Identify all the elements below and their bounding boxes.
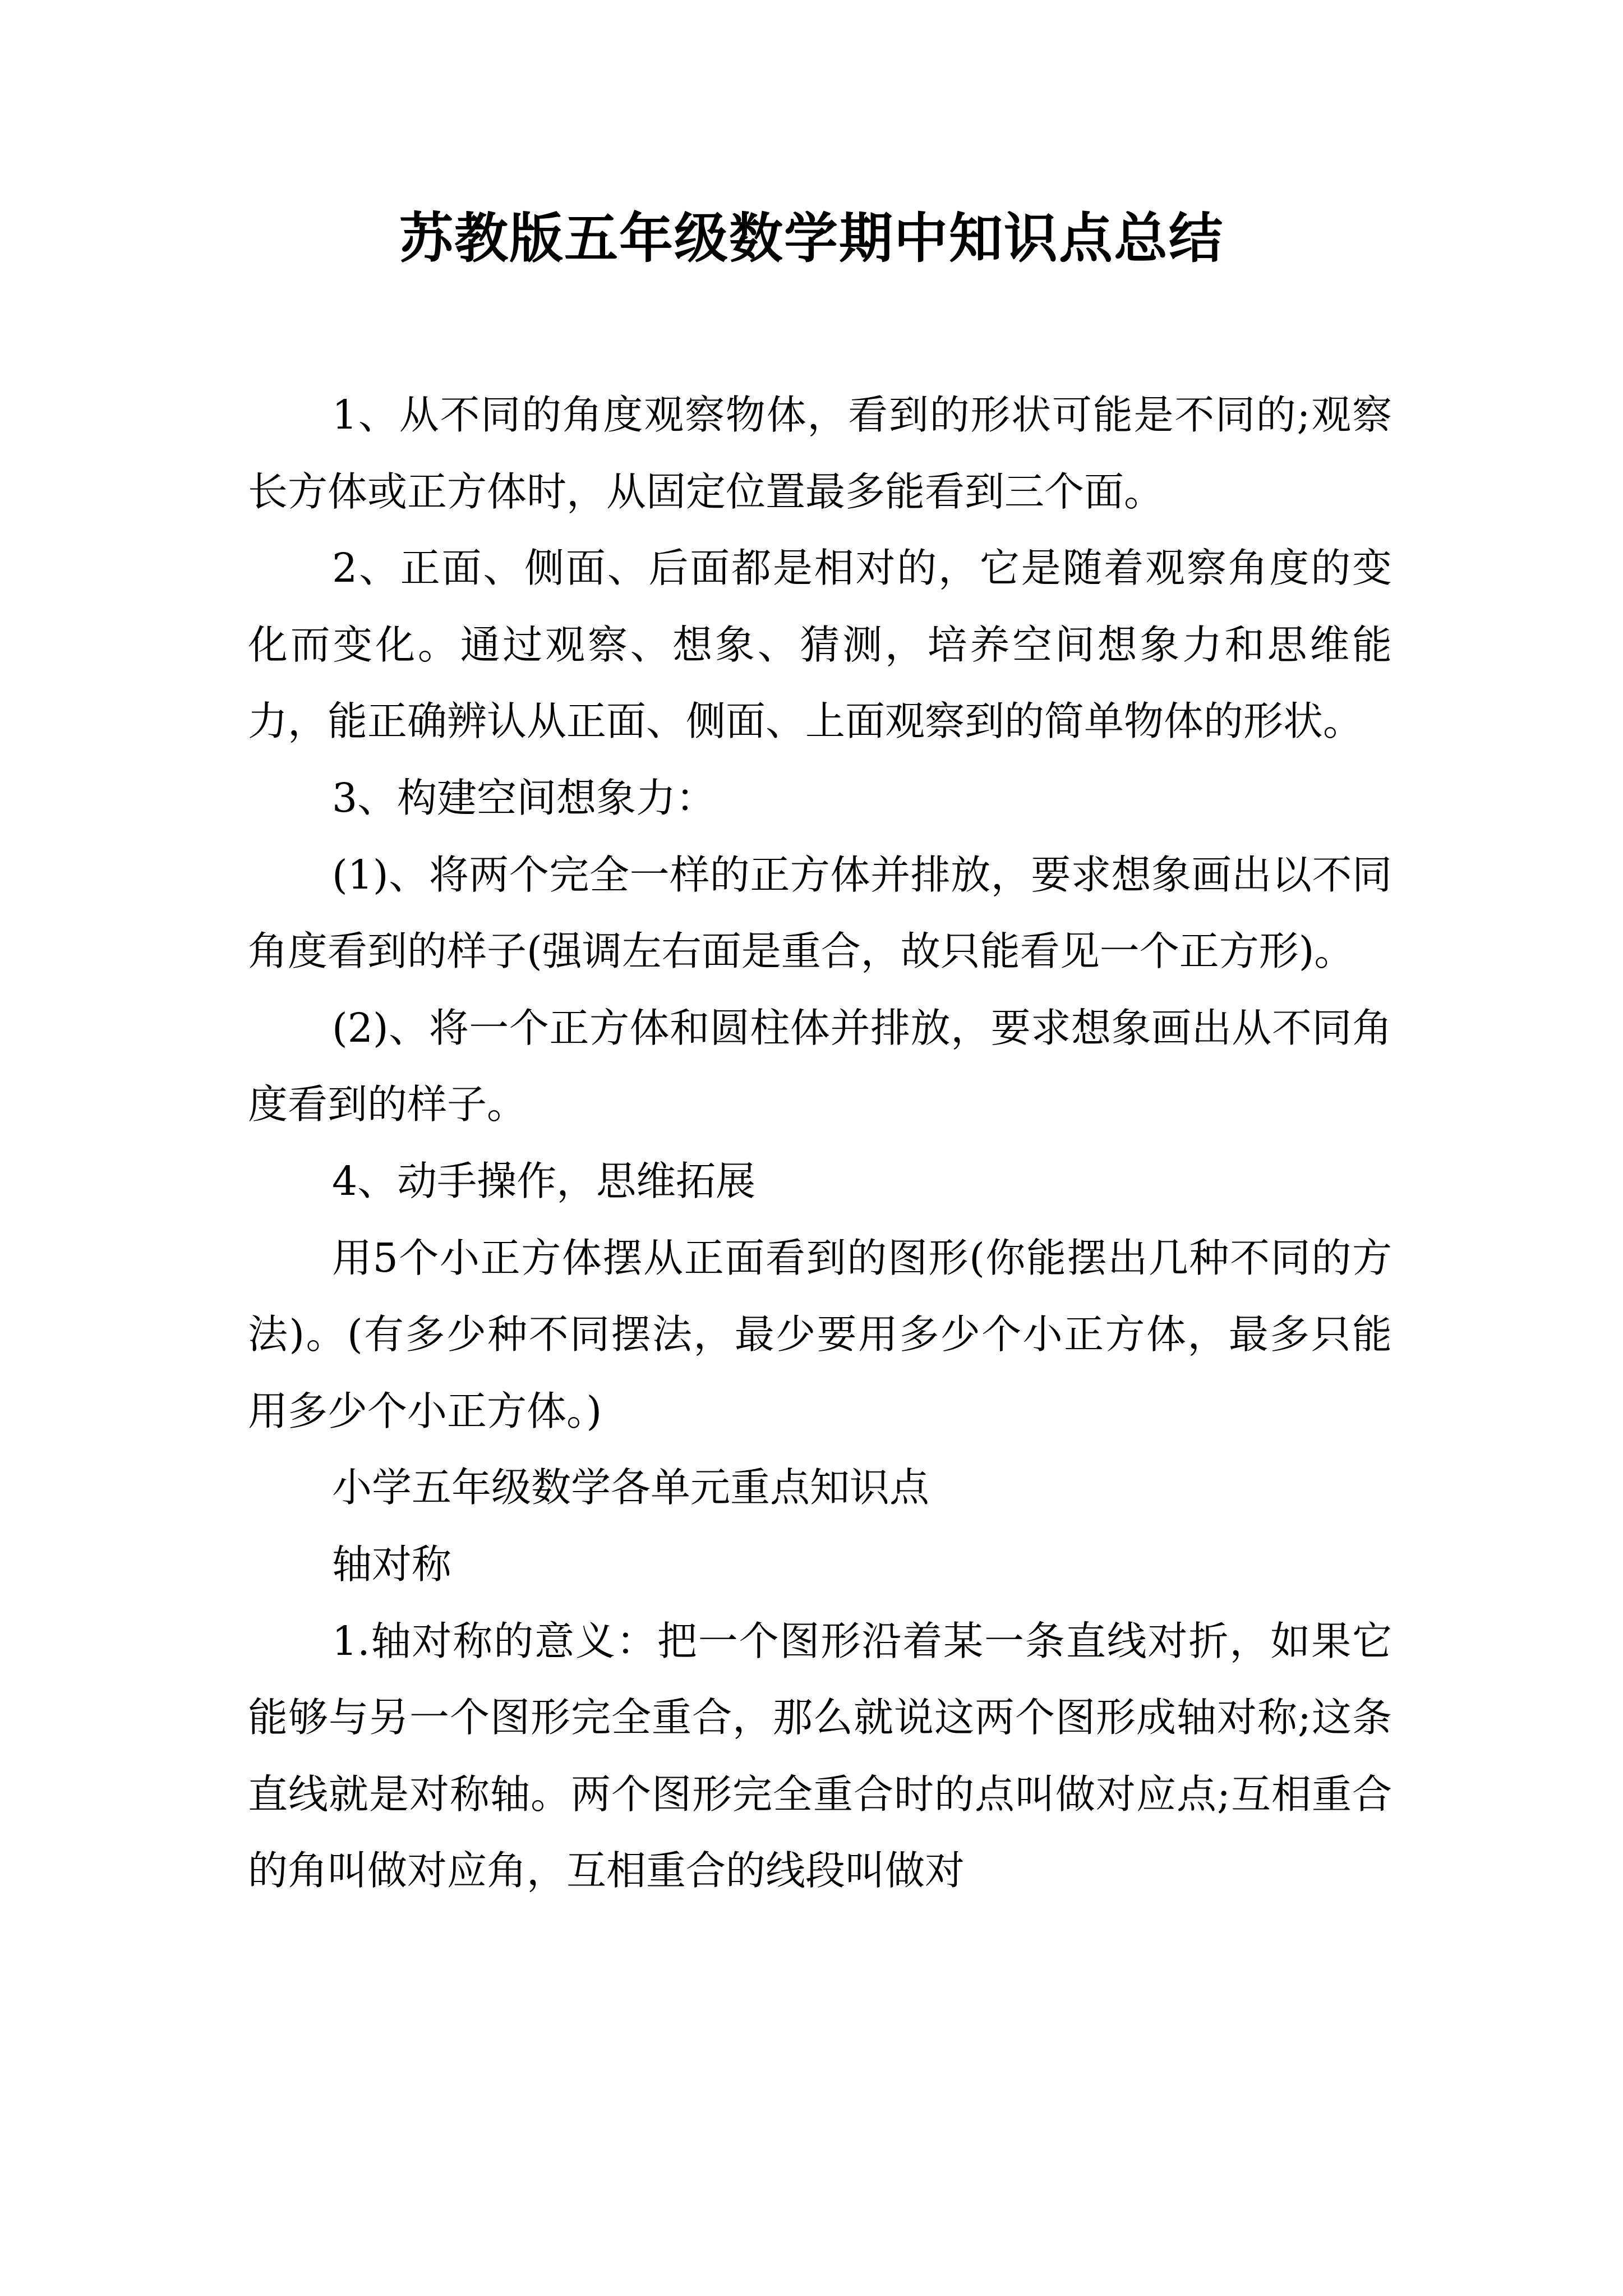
paragraph-7: 用5个小正方体摆从正面看到的图形(你能摆出几种不同的方法)。(有多少种不同摆法，最少要用多少个小正方体，最多只能用多少个小正方体。) (248, 1234, 1392, 1434)
paragraph-2: 2、正面、侧面、后面都是相对的，它是随着观察角度的变化而变化。通过观察、想象、猜测，培养空间想象力和思维能力，能正确辨认从正面、侧面、上面观察到的简单物体的形状。 (248, 545, 1392, 745)
paragraph-3: 3、构建空间想象力： (332, 774, 716, 821)
paragraph-6: 4、动手操作，思维拓展 (332, 1157, 756, 1204)
paragraph-5: (2)、将一个正方体和圆柱体并排放，要求想象画出从不同角度看到的样子。 (248, 1004, 1392, 1128)
paragraph-1: 1、从不同的角度观察物体，看到的形状可能是不同的;观察长方体或正方体时，从固定位置最多能看到三个面。 (248, 392, 1392, 515)
document-title: 苏教版五年级数学期中知识点总结 (399, 207, 1224, 270)
document-body (248, 377, 1392, 1910)
paragraph-4: (1)、将两个完全一样的正方体并排放，要求想象画出以不同角度看到的样子(强调左右面是重合，故只能看见一个正方形)。 (248, 851, 1392, 975)
subsection-heading: 轴对称 (332, 1540, 452, 1588)
paragraph-8: 1.轴对称的意义：把一个图形沿着某一条直线对折，如果它能够与另一个图形完全重合，那么就说这两个图形成轴对称;这条直线就是对称轴。两个图形完全重合时的点叫做对应点;互相重合的角叫做对应角，互相重合的线段叫做对 (248, 1617, 1392, 1894)
section-heading: 小学五年级数学各单元重点知识点 (332, 1464, 930, 1511)
